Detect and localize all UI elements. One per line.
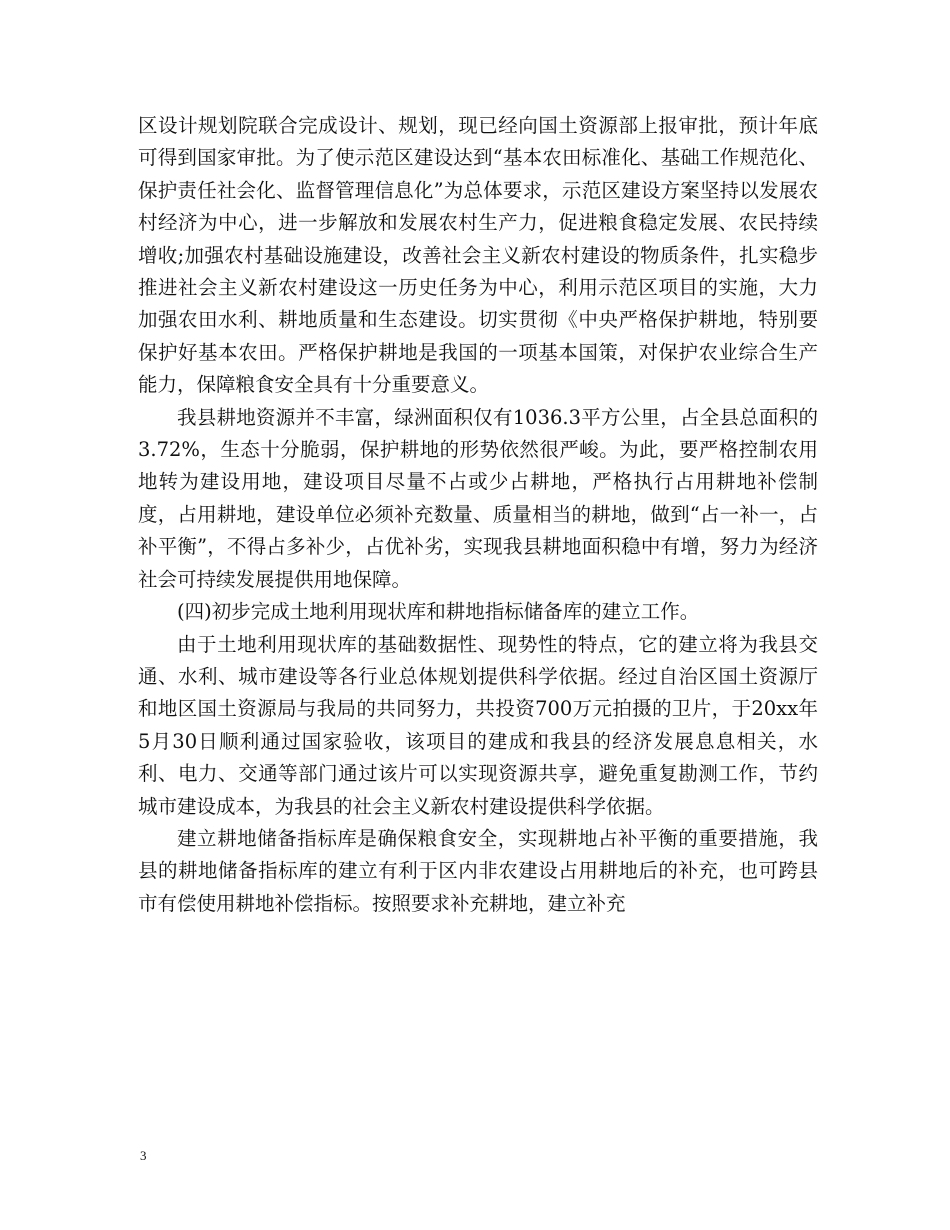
paragraph-5: 建立耕地储备指标库是确保粮食安全，实现耕地占补平衡的重要措施，我县的耕地储备指标库的建立有利于区内非农建设占用耕地后的补充，也可跨县市有偿使用耕地补偿指标。按照要求补充耕地，建立补充 [138,826,818,915]
paragraph-2: 我县耕地资源并不丰富，绿洲面积仅有1036.3平方公里，占全县总面积的3.72%，生态十分脆弱，保护耕地的形势依然很严峻。为此，要严格控制农用地转为建设用地，建设项目尽量不占或少占耕地，严格执行占用耕地补偿制度，占用耕地，建设单位必须补充数量、质量相当的耕地，做到“占一补一，占补平衡”，不得占多补少，占优补劣，实现我县耕地面积稳中有增，努力为经济社会可持续发展提供用地保障。 [138,405,818,591]
paragraph-4: 由于土地利用现状库的基础数据性、现势性的特点，它的建立将为我县交通、水利、城市建设等各行业总体规划提供科学依据。经过自治区国土资源厅和地区国土资源局与我局的共同努力，共投资700万元拍摄的卫片，于20xx年5月30日顺利通过国家验收，该项目的建成和我县的经济发展息息相关，水利、电力、交通等部门通过该片可以实现资源共享，避免重复勘测工作，节约城市建设成本，为我县的社会主义新农村建设提供科学依据。 [138,632,818,818]
body-text [138,110,818,920]
paragraph-1: 区设计规划院联合完成设计、规划，现已经向国土资源部上报审批，预计年底可得到国家审批。为了使示范区建设达到“基本农田标准化、基础工作规范化、保护责任社会化、监督管理信息化”为总体要求，示范区建设方案坚持以发展农村经济为中心，进一步解放和发展农村生产力，促进粮食稳定发展、农民持续增收;加强农村基础设施建设，改善社会主义新农村建设的物质条件，扎实稳步推进社会主义新农村建设这一历史任务为中心，利用示范区项目的实施，大力加强农田水利、耕地质量和生态建设。切实贯彻《中央严格保护耕地，特别要保护好基本农田。严格保护耕地是我国的一项基本国策，对保护农业综合生产能力，保障粮食安全具有十分重要意义。 [138,114,818,397]
paragraph-3-heading: (四)初步完成土地利用现状库和耕地指标储备库的建立工作。 [177,600,700,624]
page-number: 3 [140,1148,147,1163]
